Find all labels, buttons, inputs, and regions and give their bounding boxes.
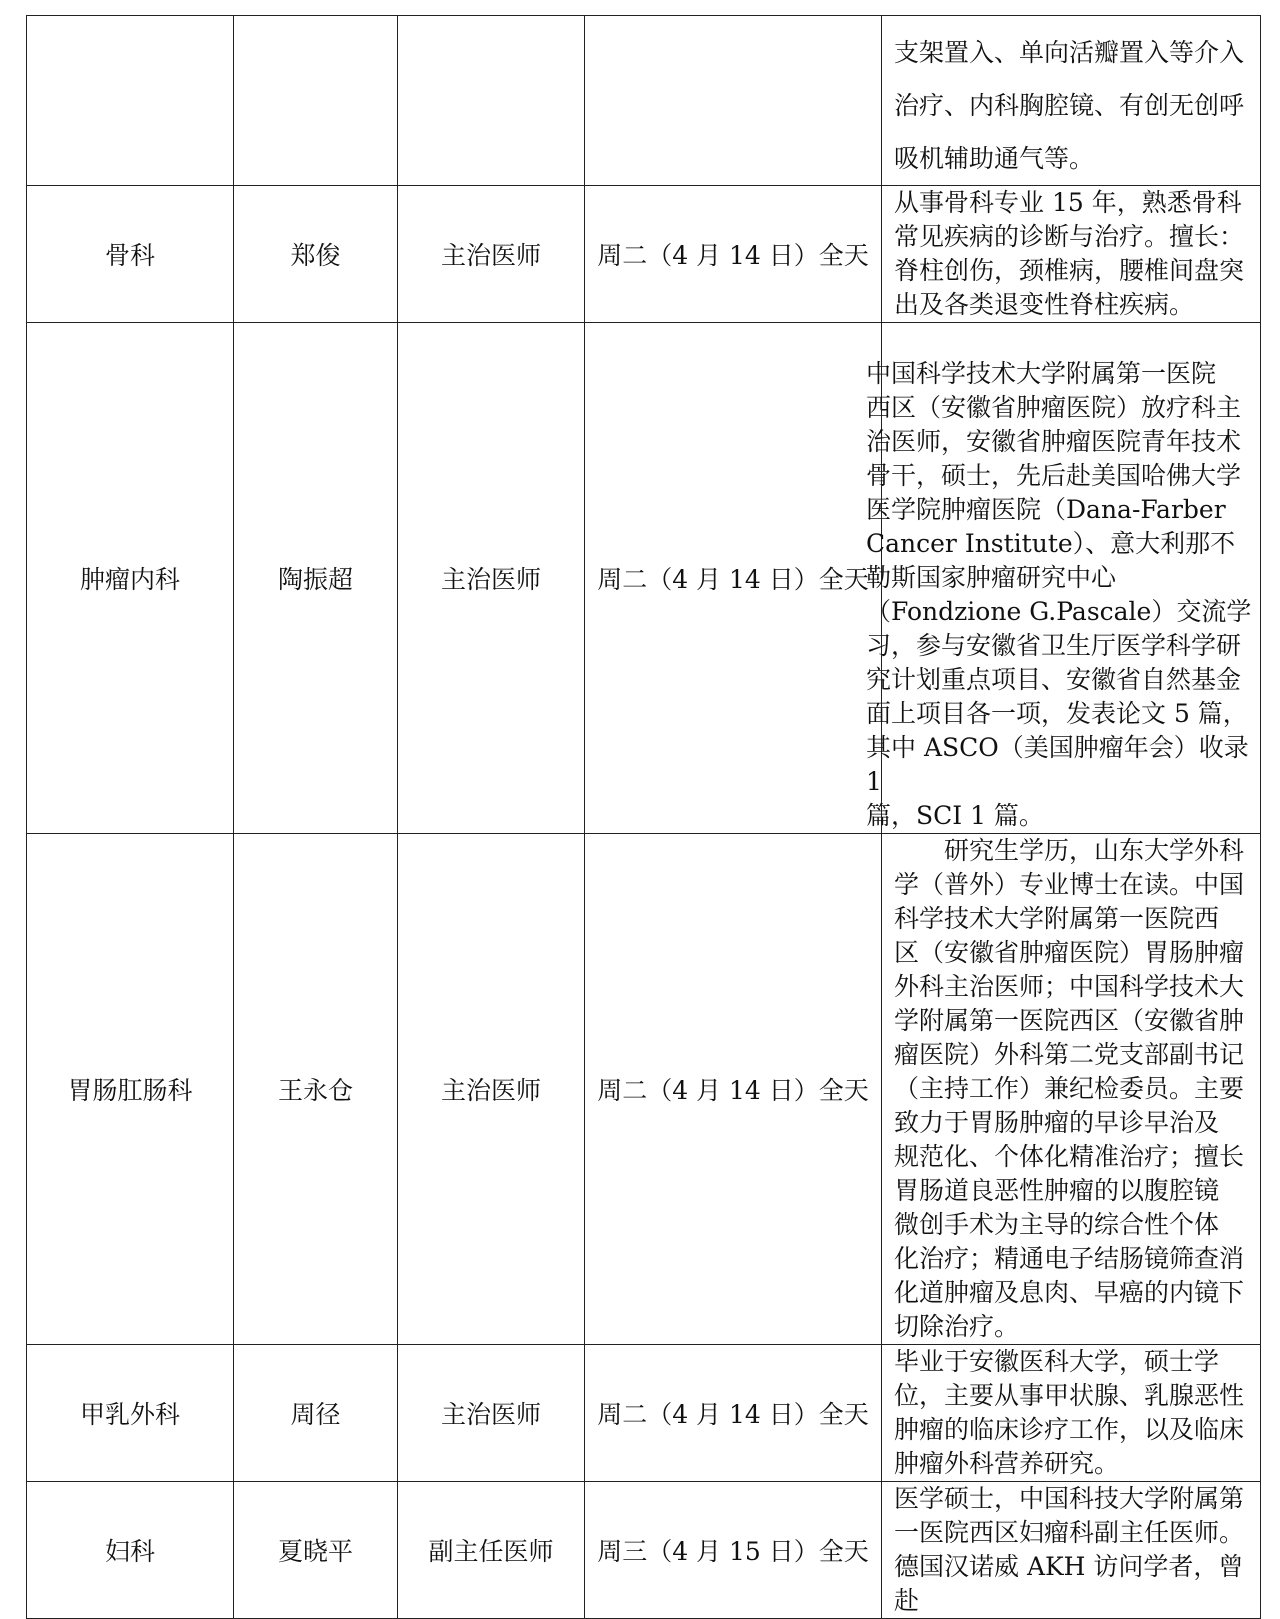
description-line: 篇，SCI 1 篇。	[866, 801, 1044, 830]
time-cell: 周二（4 月 14 日）全天	[585, 834, 882, 1345]
doctor-cell: 郑俊	[234, 186, 398, 323]
table-row	[27, 1345, 1261, 1482]
description-cell	[882, 186, 1261, 323]
description-line: 脊柱创伤，颈椎病，腰椎间盘突	[894, 256, 1245, 285]
description-line: 毕业于安徽医科大学，硕士学	[894, 1347, 1220, 1376]
table-row	[27, 1482, 1261, 1619]
department-cell: 妇科	[27, 1482, 234, 1619]
time-cell: 周二（4 月 14 日）全天	[585, 186, 882, 323]
table-row	[27, 16, 1261, 186]
description-line: 德国汉诺威 AKH 访问学者，曾赴	[894, 1552, 1244, 1615]
description-line: Cancer Institute）、意大利那不	[866, 529, 1236, 558]
description-line: （主持工作）兼纪检委员。主要	[894, 1074, 1245, 1103]
description-line: 究计划重点项目、安徽省自然基金	[866, 665, 1242, 694]
time-cell: 周二（4 月 14 日）全天	[585, 1345, 882, 1482]
title-cell: 主治医师	[398, 834, 585, 1345]
description-line: 西区（安徽省肿瘤医院）放疗科主	[866, 393, 1242, 422]
doctor-cell: 陶振超	[234, 323, 398, 834]
description-cell	[882, 834, 1261, 1345]
description-line: 习，参与安徽省卫生厅医学科学研	[866, 631, 1242, 660]
title-cell: 主治医师	[398, 186, 585, 323]
description-line: 化治疗；精通电子结肠镜筛查消	[894, 1244, 1245, 1273]
description-line: 治医师，安徽省肿瘤医院青年技术	[866, 427, 1242, 456]
department-cell: 肿瘤内科	[27, 323, 234, 834]
title-cell: 主治医师	[398, 1345, 585, 1482]
department-cell: 胃肠肛肠科	[27, 834, 234, 1345]
description-line: 一医院西区妇瘤科副主任医师。	[894, 1518, 1245, 1547]
description-line: （Fondzione G.Pascale）交流学	[866, 597, 1252, 626]
time-cell	[585, 16, 882, 186]
department-cell: 骨科	[27, 186, 234, 323]
department-cell: 甲乳外科	[27, 1345, 234, 1482]
description-line: 位，主要从事甲状腺、乳腺恶性	[894, 1381, 1245, 1410]
description-line: 吸机辅助通气等。	[894, 144, 1095, 173]
description-line: 胃肠道良恶性肿瘤的以腹腔镜	[894, 1176, 1220, 1205]
title-cell: 副主任医师	[398, 1482, 585, 1619]
description-line: 支架置入、单向活瓣置入等介入	[894, 38, 1245, 67]
title-cell	[398, 16, 585, 186]
table-row	[27, 323, 1261, 834]
description-line: 致力于胃肠肿瘤的早诊早治及	[894, 1108, 1220, 1137]
description-line: 治疗、内科胸腔镜、有创无创呼	[894, 91, 1245, 120]
description-line: 骨干，硕士，先后赴美国哈佛大学	[866, 461, 1242, 490]
description-line: 切除治疗。	[894, 1312, 1020, 1341]
description-line: 化道肿瘤及息肉、早癌的内镜下	[894, 1278, 1245, 1307]
description-line: 出及各类退变性脊柱疾病。	[894, 290, 1195, 319]
table-row	[27, 834, 1261, 1345]
description-line: 学（普外）专业博士在读。中国	[894, 870, 1245, 899]
description-line: 学附属第一医院西区（安徽省肿	[894, 1006, 1245, 1035]
doctor-cell: 夏晓平	[234, 1482, 398, 1619]
description-line: 研究生学历，山东大学外科	[944, 836, 1245, 865]
description-line: 中国科学技术大学附属第一医院	[866, 359, 1217, 388]
description-line: 外科主治医师；中国科学技术大	[894, 972, 1245, 1001]
department-cell	[27, 16, 234, 186]
description-line: 医学院肿瘤医院（Dana-Farber	[866, 495, 1226, 524]
description-line: 医学硕士，中国科技大学附属第	[894, 1484, 1245, 1513]
doctor-cell	[234, 16, 398, 186]
doctor-cell: 周径	[234, 1345, 398, 1482]
description-line: 微创手术为主导的综合性个体	[894, 1210, 1220, 1239]
description-cell	[866, 323, 1261, 834]
time-cell: 周二（4 月 14 日）全天	[585, 323, 882, 834]
description-line: 瘤医院）外科第二党支部副书记	[894, 1040, 1245, 1069]
description-line: 勒斯国家肿瘤研究中心	[866, 563, 1117, 592]
description-line: 其中 ASCO（美国肿瘤年会）收录 1	[866, 733, 1257, 796]
title-cell: 主治医师	[398, 323, 585, 834]
description-line: 规范化、个体化精准治疗；擅长	[894, 1142, 1245, 1171]
description-line: 区（安徽省肿瘤医院）胃肠肿瘤	[894, 938, 1245, 967]
description-line: 常见疾病的诊断与治疗。擅长：	[894, 222, 1245, 251]
description-line: 面上项目各一项，发表论文 5 篇，	[866, 699, 1248, 728]
description-line: 科学技术大学附属第一医院西	[894, 904, 1220, 933]
description-cell	[882, 16, 1261, 186]
description-cell	[882, 1345, 1261, 1482]
schedule-table	[26, 15, 1261, 1619]
description-cell	[882, 1482, 1261, 1619]
table-row	[27, 186, 1261, 323]
time-cell: 周三（4 月 15 日）全天	[585, 1482, 882, 1619]
description-line: 肿瘤外科营养研究。	[894, 1449, 1120, 1478]
description-line: 肿瘤的临床诊疗工作，以及临床	[894, 1415, 1245, 1444]
doctor-cell: 王永仓	[234, 834, 398, 1345]
description-line: 从事骨科专业 15 年，熟悉骨科	[894, 188, 1242, 217]
